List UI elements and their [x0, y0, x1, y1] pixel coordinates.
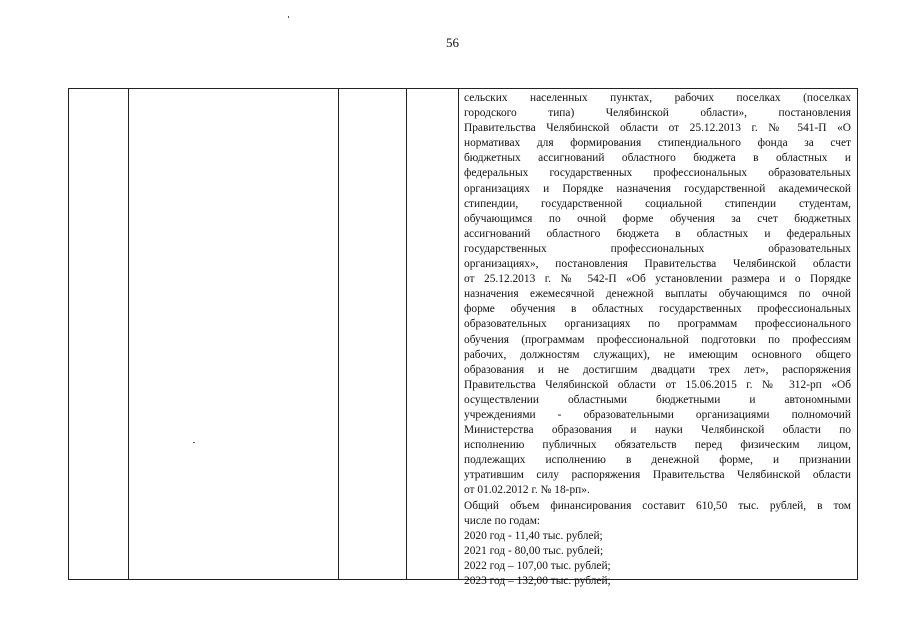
text-line: федеральных государственных профессиональных образовательных: [464, 167, 851, 180]
text-line: от 25.12.2013 г. № 542-П «Об установлении размера и о Порядке: [464, 273, 851, 286]
text-line: учреждениями - образовательными организациями полномочий: [464, 408, 851, 421]
text-line: обучения (программам профессиональной подготовки по профессиям: [464, 333, 851, 346]
text-line: осуществлении областными бюджетными и автономными: [464, 393, 851, 406]
scan-speck: [288, 16, 289, 18]
text-line: Правительства Челябинской области от 25.12.2013 г. № 541-П «О: [464, 122, 851, 135]
text-line: стипендии, государственной социальной стипендии студентам,: [464, 197, 851, 210]
column-divider: [458, 89, 459, 579]
page-number: 56: [446, 35, 459, 50]
text-line: государственных профессиональных образовательных: [464, 242, 851, 255]
text-line: форме обучения в областных государственных профессиональных: [464, 303, 851, 316]
column-divider: [338, 89, 339, 579]
text-line: числе по годам:: [464, 514, 541, 527]
text-line: назначения ежемесячной денежной выплаты обучающимся по очной: [464, 288, 851, 301]
text-line: ассигнований областного бюджета в областных и федеральных: [464, 227, 851, 240]
text-line: от 01.02.2012 г. № 18-рп».: [464, 484, 590, 497]
text-line: исполнению публичных обязательств перед физическим лицом,: [464, 439, 851, 452]
column-divider: [406, 89, 407, 579]
document-table: [68, 88, 858, 587]
text-line: 2023 год – 132,00 тыс. рублей;: [464, 575, 611, 587]
text-line: 2021 год - 80,00 тыс. рублей;: [464, 544, 604, 557]
text-line: подлежащих исполнению в денежной форме, и признании: [464, 454, 851, 467]
text-line: организациях и Порядке назначения государственной академической: [464, 182, 851, 195]
text-line: Общий объем финансирования составит 610,50 тыс. рублей, в том: [464, 499, 851, 512]
text-line: нормативах для формирования стипендиального фонда за счет: [464, 137, 851, 150]
text-line: Министерства образования и науки Челябинской области по: [464, 424, 851, 437]
text-line: обучающимся по очной форме обучения за счет бюджетных: [464, 212, 851, 225]
column-divider: [128, 89, 129, 579]
text-line: образования и не достигшим двадцати трех лет», распоряжения: [464, 363, 851, 376]
text-line: сельских населенных пунктах, рабочих поселках (поселках: [464, 92, 851, 104]
text-line: образовательных организациях по программам профессионального: [464, 318, 851, 331]
text-line: бюджетных ассигнований областного бюджета в областных и: [464, 152, 851, 165]
text-line: организациях», постановления Правительства Челябинской области: [464, 258, 851, 271]
text-line: Правительства Челябинской области от 15.06.2015 г. № 312-рп «Об: [464, 378, 851, 391]
text-line: утратившим силу распоряжения Правительства Челябинской области: [464, 469, 851, 482]
text-line: 2020 год - 11,40 тыс. рублей;: [464, 529, 603, 542]
text-line: 2022 год – 107,00 тыс. рублей;: [464, 559, 611, 572]
text-line: рабочих, должностям служащих), не имеющим основного общего: [464, 348, 851, 361]
description-cell: [464, 91, 851, 589]
text-line: городского типа) Челябинской области», постановления: [464, 107, 851, 120]
